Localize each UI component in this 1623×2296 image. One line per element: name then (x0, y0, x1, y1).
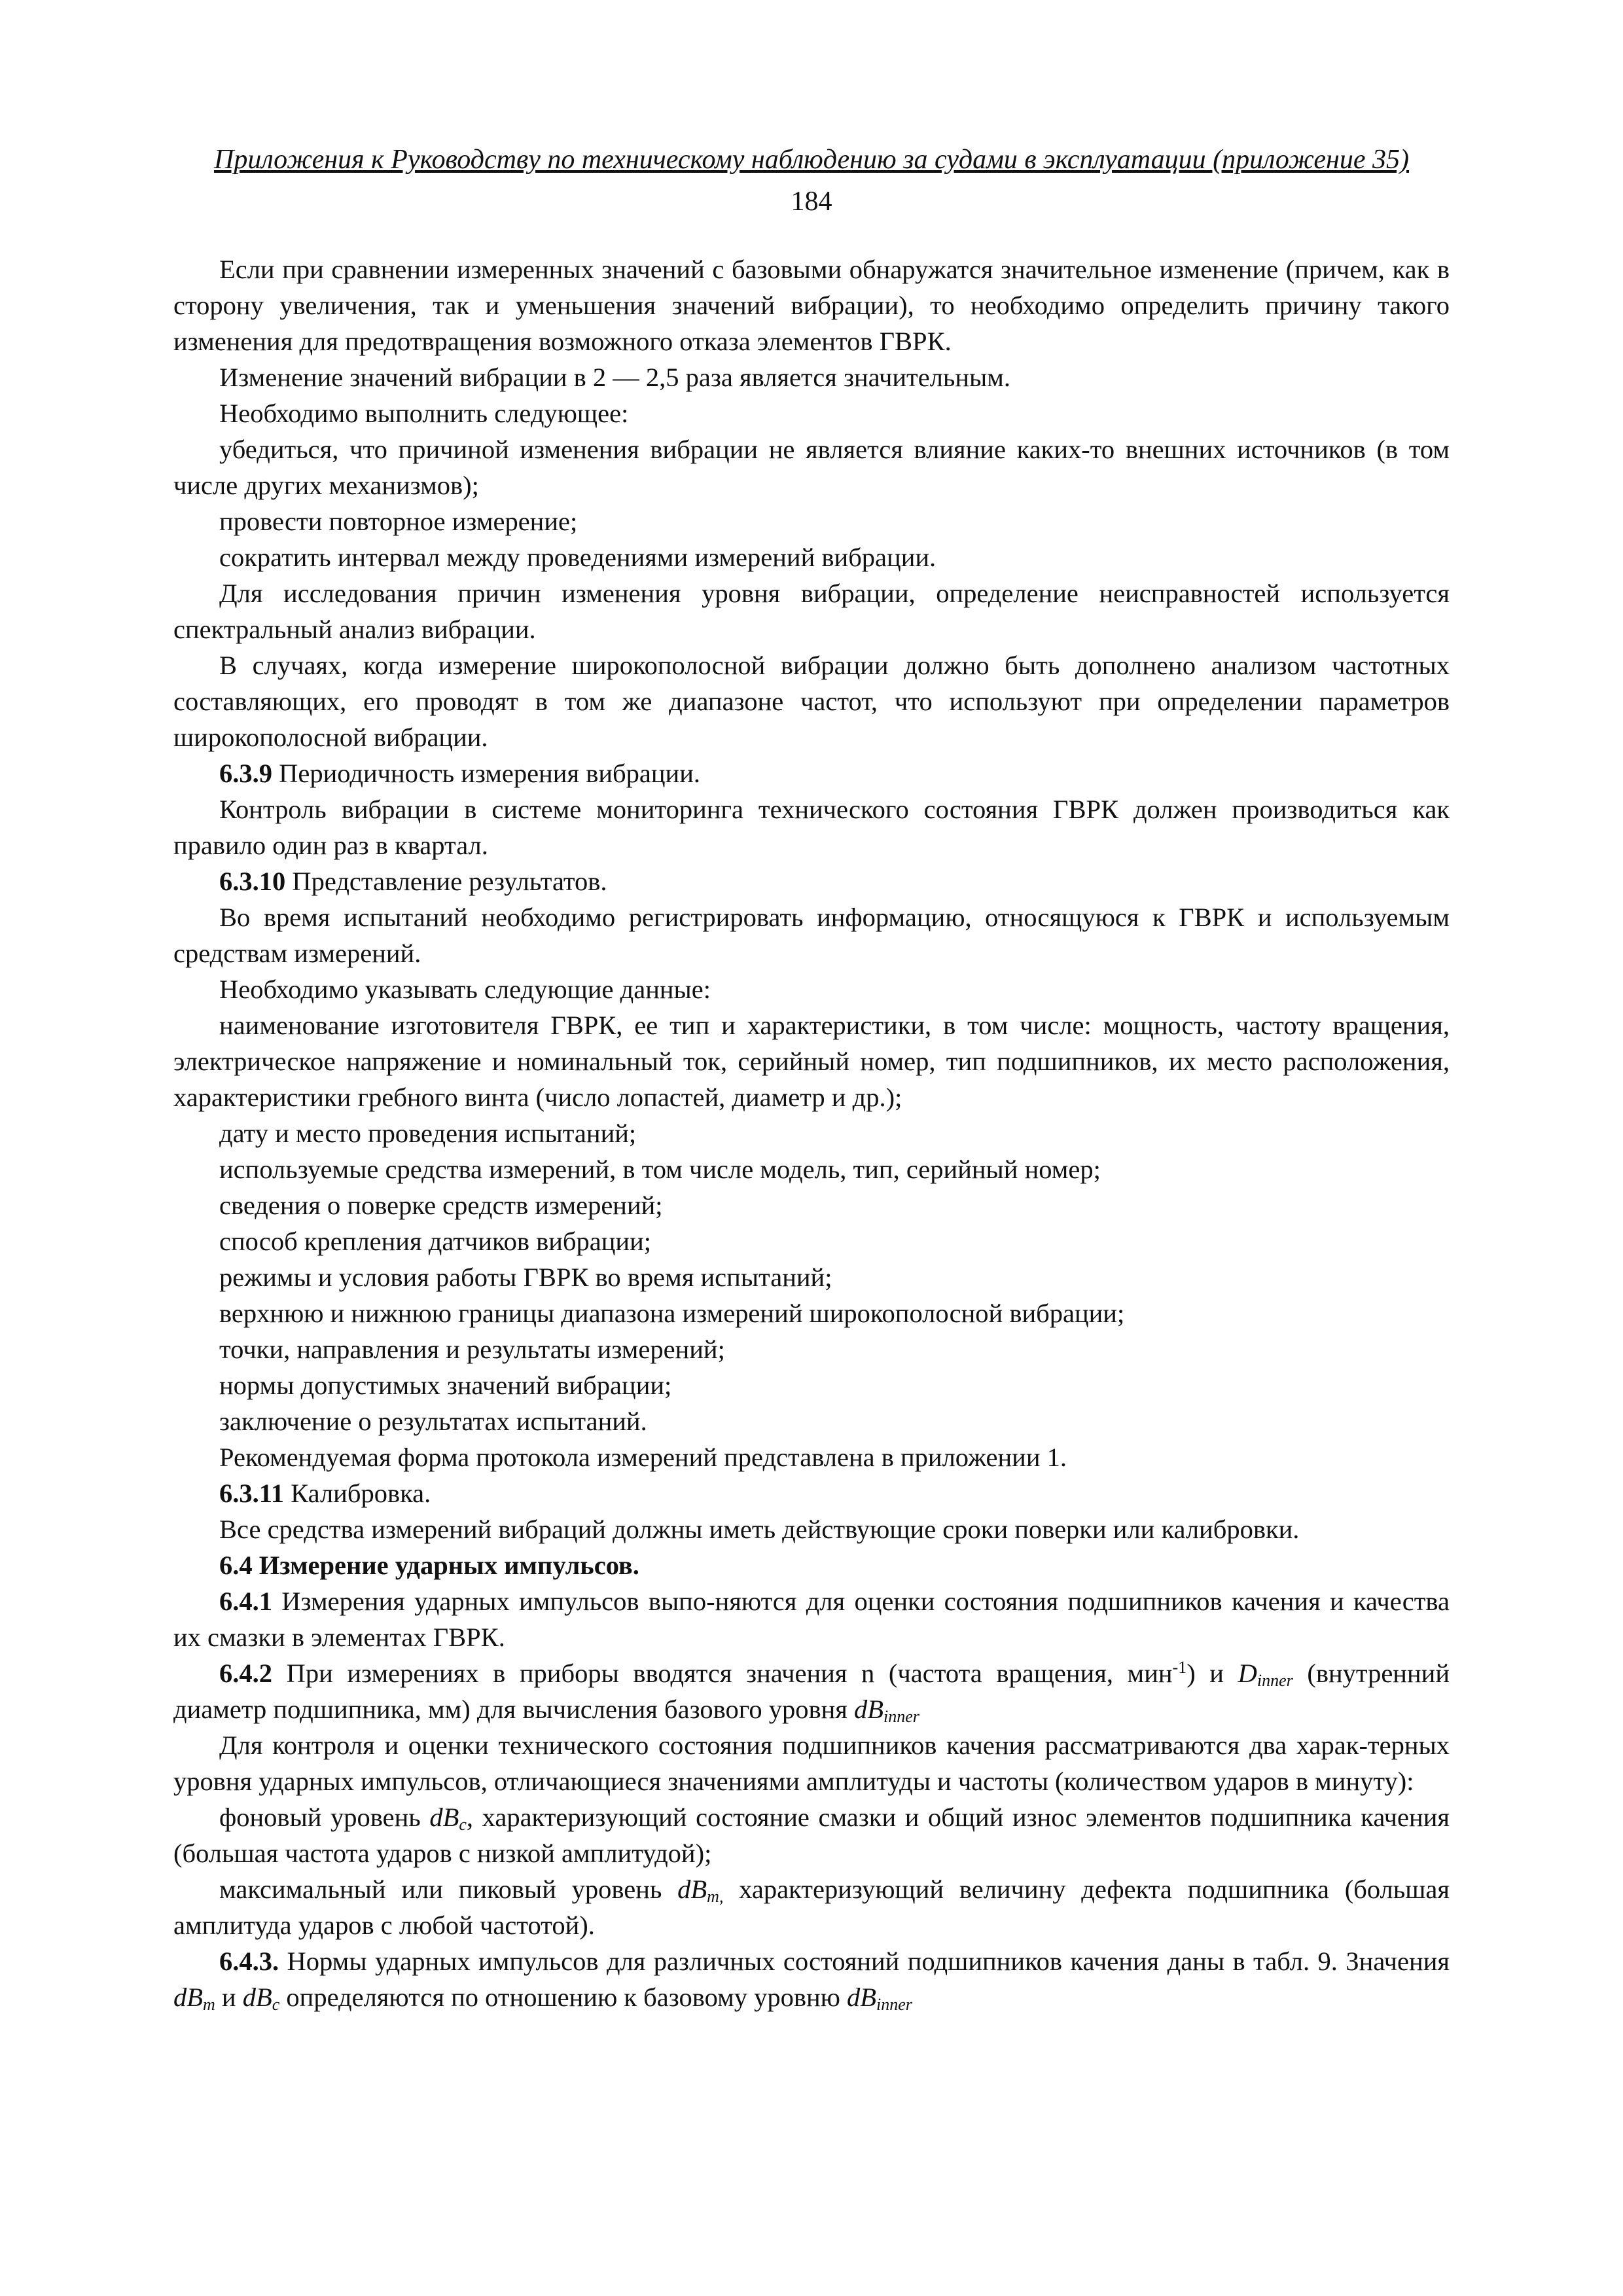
text-run: ) и (1186, 1659, 1238, 1688)
running-header: Приложения к Руководству по техническому наблюдению за судами в эксплуатации (приложение 35) (214, 145, 1409, 175)
paragraph: Все средства измерений вибраций должны иметь действующие сроки поверки или калибровки. (219, 1515, 1300, 1544)
section-6-4-3 (173, 1943, 1450, 2015)
list-item: заключение о результатах испытаний. (219, 1407, 647, 1436)
subscript: m, (707, 1887, 724, 1906)
text-run: Нормы ударных импульсов для различных состояний подшипников качения даны в табл. 9. Значения (279, 1946, 1450, 1976)
text-run: определяются по отношению к базовому уровню (279, 1982, 847, 2012)
section-number: 6.4.3. (219, 1946, 279, 1976)
section-number: 6.3.11 (219, 1479, 285, 1508)
text-run: и (215, 1982, 243, 2012)
subscript: m (203, 1995, 215, 2014)
list-item: точки, направления и результаты измерений; (219, 1335, 725, 1364)
section-6-4-1 (173, 1583, 1450, 1655)
text-run: При измерениях в приборы вводятся значения n (частота вращения, мин (272, 1659, 1173, 1688)
list-item (173, 1871, 1450, 1943)
paragraph: сократить интервал между проведениями измерений вибрации. (219, 543, 936, 572)
list-item: режимы и условия работы ГВРК во время испытаний; (219, 1263, 832, 1292)
list-item: способ крепления датчиков вибрации; (219, 1227, 652, 1256)
paragraph: провести повторное измерение; (219, 507, 578, 536)
list-item: наименование изготовителя ГВРК, ее тип и характеристики, в том числе: мощность, частоту вращения, электрическое напряжение и номинальный ток, серийный номер, тип подшипников, их место расположения, характеристики гребного винта (число лопастей, диаметр и др.); (173, 1011, 1450, 1112)
section-number: 6.4.2 (219, 1659, 272, 1688)
section-number: 6.3.10 (219, 867, 286, 896)
subscript: inner (883, 1707, 919, 1726)
section-title: Калибровка. (284, 1479, 431, 1508)
paragraph: Необходимо указывать следующие данные: (219, 975, 711, 1004)
text-run: характеризующий величину дефекта подшипника (большая амплитуда ударов с любой частотой). (173, 1874, 1450, 1940)
variable: dB (847, 1982, 877, 2012)
section-text: Измерения ударных импульсов выпо-няются для оценки состояния подшипников качения и качества их смазки в элементах ГВРК. (173, 1587, 1450, 1652)
subscript: c (459, 1815, 467, 1834)
text-run: фоновый уровень (219, 1803, 430, 1832)
paragraph: Если при сравнении измеренных значений с базовыми обнаружатся значительное изменение (причем, как в сторону увеличения, так и уменьшения значений вибрации), то необходимо определить причину такого изменения для предотвращения возможного отказа элементов ГВРК. (173, 255, 1450, 356)
document-body (173, 251, 1450, 2015)
subscript: c (272, 1995, 280, 2014)
text-run: , характеризующий состояние смазки и общий износ элементов подшипника качения (большая частота ударов с низкой амплитудой); (173, 1803, 1450, 1868)
list-item (173, 1799, 1450, 1871)
section-6-3-9 (173, 755, 1450, 791)
paragraph: убедиться, что причиной изменения вибрации не является влияние каких-то внешних источников (в том числе других механизмов); (173, 435, 1450, 500)
variable: dB (173, 1982, 203, 2012)
paragraph: В случаях, когда измерение широкополосной вибрации должно быть дополнено анализом частотных составляющих, его проводят в том же диапазоне частот, что используют при определении параметров широкополосной вибрации. (173, 651, 1450, 752)
section-6-3-10 (173, 863, 1450, 899)
list-item: нормы допустимых значений вибрации; (219, 1371, 672, 1400)
paragraph: Для контроля и оценки технического состояния подшипников качения рассматриваются два харак-терных уровня ударных импульсов, отличающиеся значениями амплитуды и частоты (количеством ударов в минуту): (173, 1731, 1450, 1796)
paragraph: Во время испытаний необходимо регистрировать информацию, относящуюся к ГВРК и используемым средствам измерений. (173, 903, 1450, 968)
page-number: 184 (791, 187, 832, 217)
text-run: (внутренний диаметр подшипника, мм) для вычисления базового уровня (173, 1659, 1450, 1724)
section-6-3-11 (173, 1475, 1450, 1511)
section-title: Периодичность измерения вибрации. (272, 759, 701, 788)
paragraph: Рекомендуемая форма протокола измерений представлена в приложении 1. (219, 1443, 1067, 1472)
variable: dB (677, 1874, 707, 1904)
paragraph: Изменение значений вибрации в 2 — 2,5 раза является значительным. (219, 363, 1011, 392)
superscript: -1 (1172, 1658, 1187, 1677)
variable: D (1238, 1659, 1257, 1688)
section-heading-6-4: 6.4 Измерение ударных импульсов. (219, 1551, 639, 1580)
paragraph: Для исследования причин изменения уровня вибрации, определение неисправностей используется спектральный анализ вибрации. (173, 579, 1450, 644)
text-run: максимальный или пиковый уровень (219, 1874, 678, 1904)
list-item: используемые средства измерений, в том числе модель, тип, серийный номер; (219, 1155, 1101, 1184)
list-item: сведения о поверке средств измерений; (219, 1191, 663, 1220)
variable: dB (429, 1803, 459, 1832)
section-number: 6.3.9 (219, 759, 272, 788)
section-title: Представление результатов. (285, 867, 607, 896)
paragraph: Контроль вибрации в системе мониторинга технического состояния ГВРК должен производиться как правило один раз в квартал. (173, 795, 1450, 860)
subscript: inner (1257, 1671, 1293, 1690)
paragraph: Необходимо выполнить следующее: (219, 399, 629, 428)
variable: dB (854, 1695, 884, 1724)
section-6-4-2 (173, 1655, 1450, 1727)
list-item: верхнюю и нижнюю границы диапазона измерений широкополосной вибрации; (219, 1299, 1125, 1328)
variable: dB (242, 1982, 272, 2012)
subscript: inner (876, 1995, 912, 2014)
list-item: дату и место проведения испытаний; (219, 1119, 637, 1148)
section-number: 6.4.1 (219, 1587, 272, 1616)
